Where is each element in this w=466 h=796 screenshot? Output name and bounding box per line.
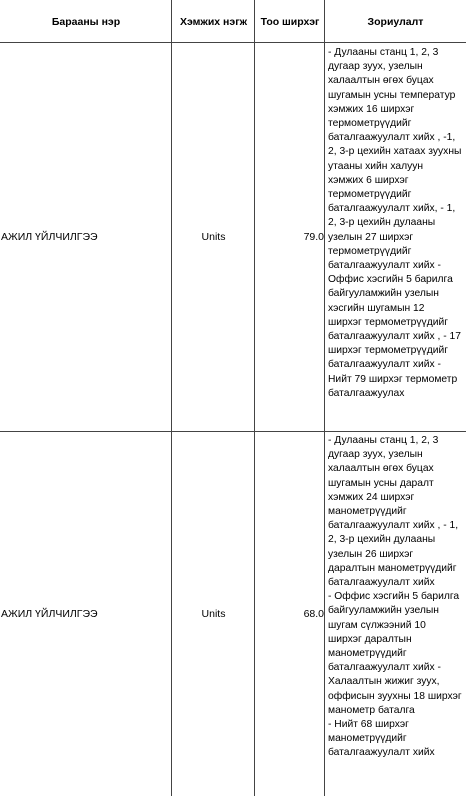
purpose-line: термометрүүдийг <box>328 189 412 201</box>
purpose-text <box>325 431 466 796</box>
purpose-line: баталгаажуулалт хийх - <box>328 662 441 674</box>
purpose-line: узелын 27 ширхэг <box>328 231 414 243</box>
purpose-line: даралтын манометрүүдийг <box>328 562 457 574</box>
purpose-line: - Нийт 68 ширхэг <box>328 719 409 731</box>
purpose-line: термометрүүдийг <box>328 245 412 257</box>
purpose-line: Нийт 79 ширхэг термометр <box>328 373 458 385</box>
purpose-line: Оффис хэсгийн 5 барилга <box>328 274 453 286</box>
purpose-line: 2, 3-р цехийн дулааны <box>328 217 436 229</box>
purpose-line: шугам сүлжээний 10 <box>328 619 426 631</box>
cell-unit <box>172 431 255 796</box>
purpose-line: ширхэг термометрүүдийг <box>328 345 448 357</box>
cell-product-name <box>0 431 172 796</box>
purpose-line: хэмжих 6 ширхэг <box>328 174 409 186</box>
table-row <box>0 43 466 431</box>
purpose-line: 2, 3-р цехийн дулааны <box>328 534 436 546</box>
purpose-line: оффисын зуухны 18 ширхэг <box>328 690 462 702</box>
cell-quantity <box>255 431 325 796</box>
purpose-line: байгууламжийн узелын <box>328 288 439 300</box>
purpose-line: халаалтын өгөх буцах <box>328 75 434 87</box>
purpose-line: баталгаажуулалт хийх <box>328 747 435 759</box>
purpose-line: - Дулааны станц 1, 2, 3 <box>328 47 439 58</box>
purpose-line: хэмжих 16 ширхэг <box>328 103 415 115</box>
column-divider <box>254 0 255 796</box>
purpose-line: 2, 3-р цехийн хатаах зуухны <box>328 146 462 158</box>
table-row <box>0 431 466 796</box>
product-name: АЖИЛ ҮЙЛЧИЛГЭЭ <box>1 607 98 620</box>
unit-value: Units <box>201 231 226 243</box>
purpose-line: Халаалтын жижиг зуух, <box>328 676 440 688</box>
purpose-line: дугаар зуух, узелын <box>328 449 423 461</box>
product-name: АЖИЛ ҮЙЛЧИЛГЭЭ <box>1 231 98 243</box>
header-unit: Хэмжих нэгж <box>179 15 248 28</box>
purpose-line: баталгаажуулалт хийх - <box>328 359 441 371</box>
header-purpose: Зориулалт <box>367 15 424 28</box>
unit-value: Units <box>201 607 226 620</box>
quantity-value: 79.0 <box>303 231 324 243</box>
purpose-line: шугамын усны температур <box>328 89 456 101</box>
column-divider <box>171 0 172 796</box>
purpose-line: баталгаажуулалт хийх , - 17 <box>328 331 461 343</box>
purpose-line: баталгаажуулалт хийх <box>328 577 435 589</box>
purpose-line: шугамын усны даралт <box>328 477 434 489</box>
purpose-line: манометр баталга <box>328 704 415 716</box>
purpose-line: дугаар зуух, узелын <box>328 61 423 73</box>
purpose-line: ширхэг термометрүүдийг <box>328 316 448 328</box>
cell-unit <box>172 43 255 431</box>
purpose-text <box>325 43 466 431</box>
purpose-line: утааны хийн халуун <box>328 160 424 172</box>
row-divider <box>0 431 466 432</box>
table-header <box>0 0 466 43</box>
purpose-line: хэсгийн шугамын 12 <box>328 302 425 314</box>
row-divider <box>0 42 466 43</box>
purpose-line: хэмжих 24 ширхэг <box>328 491 415 503</box>
header-quantity: Тоо ширхэг <box>260 15 320 28</box>
purpose-line: манометрүүдийг <box>328 733 407 745</box>
header-product-name: Барааны нэр <box>51 15 121 28</box>
purpose-line: баталгаажуулалт хийх - <box>328 260 441 272</box>
purpose-line: баталгаажуулалт хийх , -1, <box>328 132 456 144</box>
purpose-line: узелын 26 ширхэг <box>328 548 414 560</box>
purpose-line: - Оффис хэсгийн 5 барилга <box>328 591 460 603</box>
purpose-line: баталгаажуулах <box>328 387 405 399</box>
purpose-line: термометрүүдийг <box>328 118 412 130</box>
quantity-value: 68.0 <box>303 607 324 620</box>
purpose-line: манометрүүдийг <box>328 648 407 660</box>
column-divider <box>324 0 325 796</box>
cell-quantity <box>255 43 325 431</box>
purpose-line: байгууламжийн узелын <box>328 605 439 617</box>
purpose-line: баталгаажуулалт хийх, - 1, <box>328 203 456 215</box>
purpose-line: ширхэг даралтын <box>328 633 412 645</box>
cell-product-name <box>0 43 172 431</box>
purpose-line: халаалтын өгөх буцах <box>328 463 434 475</box>
purpose-line: - Дулааны станц 1, 2, 3 <box>328 435 439 446</box>
purpose-line: баталгаажуулалт хийх , - 1, <box>328 520 459 532</box>
purpose-line: манометрүүдийг <box>328 506 407 518</box>
